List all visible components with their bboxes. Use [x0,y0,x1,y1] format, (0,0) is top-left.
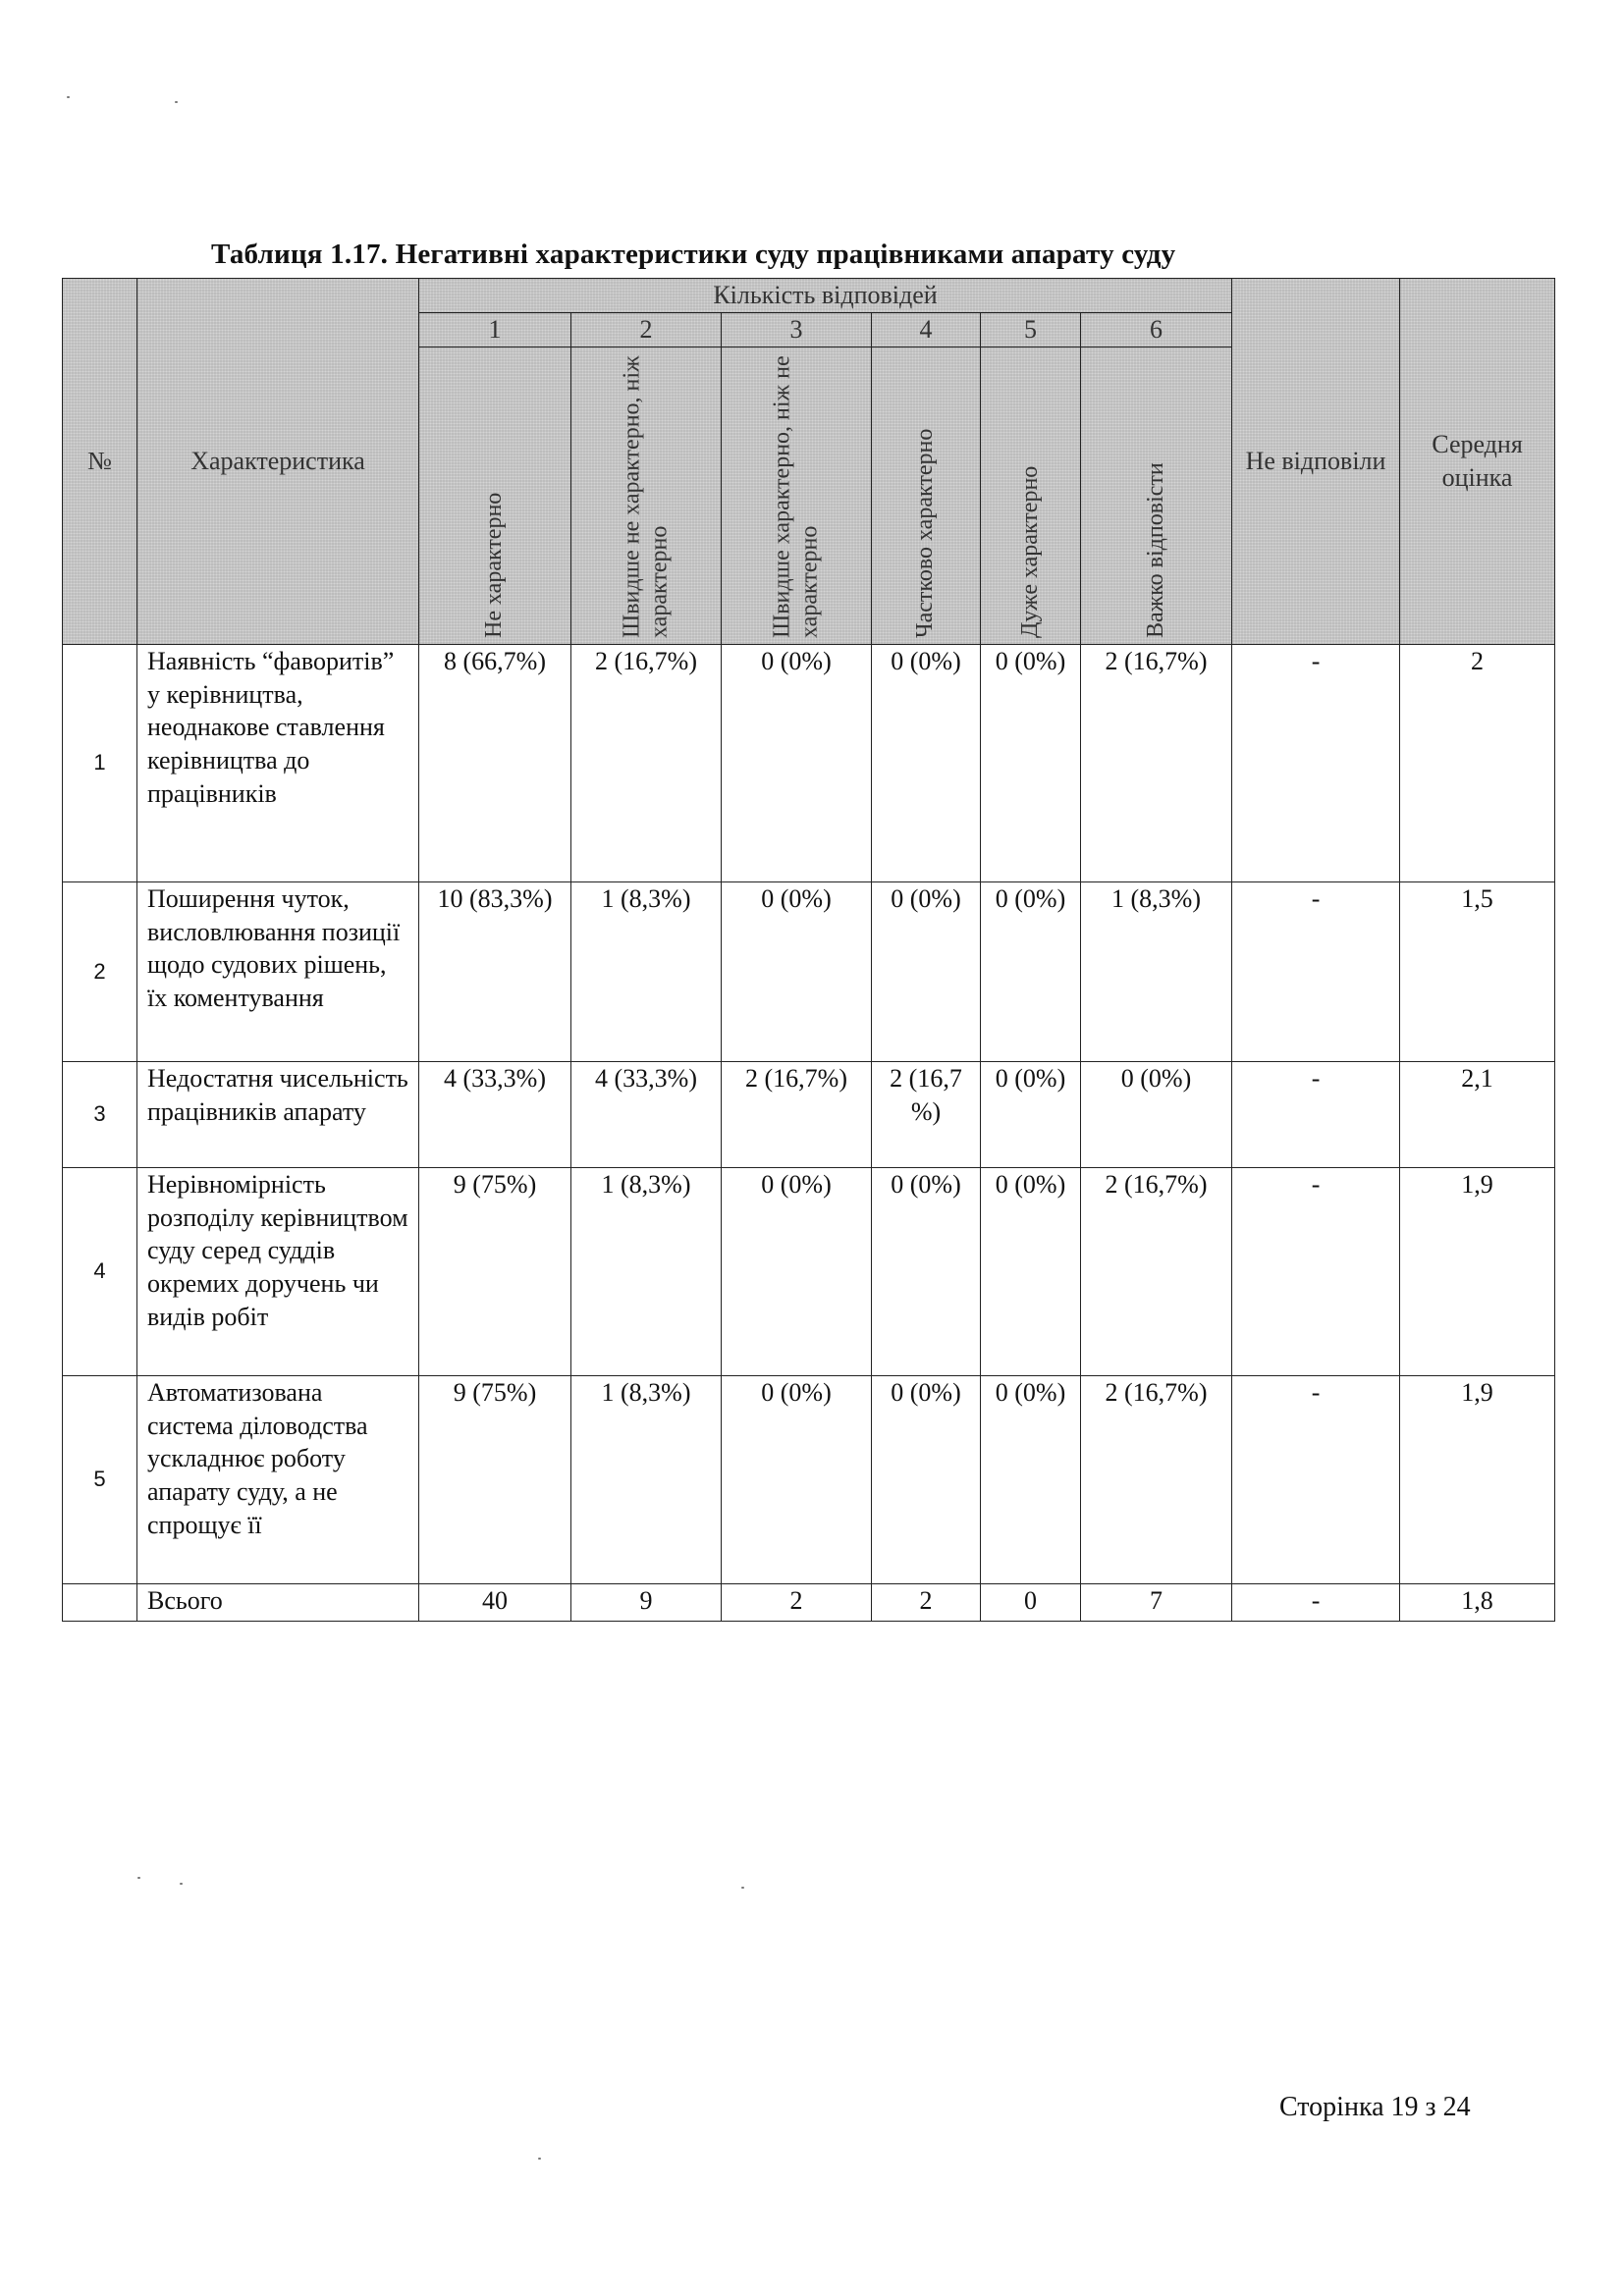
answer-label-text: Частково характерно [912,428,939,638]
scan-speck [175,101,178,103]
page-number: Сторінка 19 з 24 [1279,2092,1471,2122]
scan-speck [180,1883,183,1885]
row-value: 2 (16,7%) [1081,1375,1232,1583]
row-number: 3 [63,1061,137,1167]
header-answer-label [1081,347,1232,644]
row-value: 0 (0%) [981,1167,1081,1375]
row-value: 0 (0%) [1081,1061,1232,1167]
header-answer-label [722,347,872,644]
header-answer-number: 2 [571,313,722,347]
row-no-answer: - [1232,1167,1400,1375]
header-row-group [63,279,1555,313]
header-answer-label [419,347,571,644]
total-label: Всього [137,1583,419,1621]
table-row [63,1061,1555,1167]
row-characteristic: Наявність “фаворитів” у керівництва, неоднакове ставлення керівництва до працівників [137,644,419,881]
row-no-answer: - [1232,881,1400,1061]
row-value: 4 (33,3%) [571,1061,722,1167]
row-value: 2 (16,7%) [1081,1167,1232,1375]
row-average: 1,9 [1400,1375,1555,1583]
scan-speck [538,2158,541,2160]
header-answer-number: 1 [419,313,571,347]
row-value: 1 (8,3%) [571,1167,722,1375]
row-value: 8 (66,7%) [419,644,571,881]
row-value: 0 (0%) [981,1375,1081,1583]
answer-label-text: Швидше не характерно, ніж характерно [619,355,672,638]
row-value: 9 (75%) [419,1375,571,1583]
row-value: 0 (0%) [872,644,981,881]
row-value: 1 (8,3%) [571,881,722,1061]
header-answer-label [981,347,1081,644]
row-value: 0 (0%) [981,644,1081,881]
row-value: 10 (83,3%) [419,881,571,1061]
header-average-score: Середня оцінка [1400,279,1555,645]
total-value: 9 [571,1583,722,1621]
row-value: 0 (0%) [722,1167,872,1375]
header-no: № [63,279,137,645]
table-row [63,881,1555,1061]
total-value: 2 [722,1583,872,1621]
answer-label-text: Важко відповісти [1142,462,1168,638]
answer-label-text: Не характерно [481,492,508,638]
scan-speck [137,1877,140,1879]
row-no-answer: - [1232,1375,1400,1583]
row-value: 4 (33,3%) [419,1061,571,1167]
negative-characteristics-table [62,278,1555,1622]
scan-speck [741,1887,744,1889]
row-number: 4 [63,1167,137,1375]
table-title: Таблиця 1.17. Негативні характеристики суду працівниками апарату суду [211,239,1176,270]
total-row [63,1583,1555,1621]
row-value: 9 (75%) [419,1167,571,1375]
header-answer-number: 4 [872,313,981,347]
table-row [63,1375,1555,1583]
row-value: 0 (0%) [722,1375,872,1583]
row-value: 0 (0%) [722,644,872,881]
header-answer-number: 5 [981,313,1081,347]
row-value: 2 (16,7%) [1081,644,1232,881]
total-value: 2 [872,1583,981,1621]
row-characteristic: Недостатня чисельність працівників апарату [137,1061,419,1167]
row-characteristic: Автоматизована система діловодства ускладнює роботу апарату суду, а не спрощує її [137,1375,419,1583]
scan-speck [67,96,70,98]
row-value: 0 (0%) [981,1061,1081,1167]
row-value: 2 (16,7%) [722,1061,872,1167]
total-value: 7 [1081,1583,1232,1621]
answer-label-text: Швидше характерно, ніж не характерно [769,355,822,638]
header-answer-label [571,347,722,644]
row-average: 1,5 [1400,881,1555,1061]
header-no-answer: Не відповіли [1232,279,1400,645]
total-average: 1,8 [1400,1583,1555,1621]
header-answer-number: 3 [722,313,872,347]
total-value: 0 [981,1583,1081,1621]
header-responses-group: Кількість відповідей [419,279,1232,313]
row-value: 0 (0%) [872,1375,981,1583]
row-value: 2 (16,7%) [571,644,722,881]
row-no-answer: - [1232,1061,1400,1167]
header-characteristic: Характеристика [137,279,419,645]
row-number: 5 [63,1375,137,1583]
header-answer-label [872,347,981,644]
row-value: 0 (0%) [872,881,981,1061]
row-number: 2 [63,881,137,1061]
total-value: 40 [419,1583,571,1621]
total-number-cell [63,1583,137,1621]
table-row [63,1167,1555,1375]
row-value: 0 (0%) [981,881,1081,1061]
header-answer-number: 6 [1081,313,1232,347]
answer-label-text: Дуже характерно [1016,465,1043,638]
row-average: 2 [1400,644,1555,881]
row-no-answer: - [1232,644,1400,881]
row-value: 0 (0%) [872,1167,981,1375]
row-number: 1 [63,644,137,881]
row-value: 0 (0%) [722,881,872,1061]
row-value: 2 (16,7 %) [872,1061,981,1167]
row-characteristic: Поширення чуток, висловлювання позиції щодо судових рішень, їх коментування [137,881,419,1061]
table-row [63,644,1555,881]
row-average: 2,1 [1400,1061,1555,1167]
row-value: 1 (8,3%) [571,1375,722,1583]
row-characteristic: Нерівномірність розподілу керівництвом суду серед суддів окремих доручень чи видів робіт [137,1167,419,1375]
total-no-answer: - [1232,1583,1400,1621]
row-value: 1 (8,3%) [1081,881,1232,1061]
row-average: 1,9 [1400,1167,1555,1375]
